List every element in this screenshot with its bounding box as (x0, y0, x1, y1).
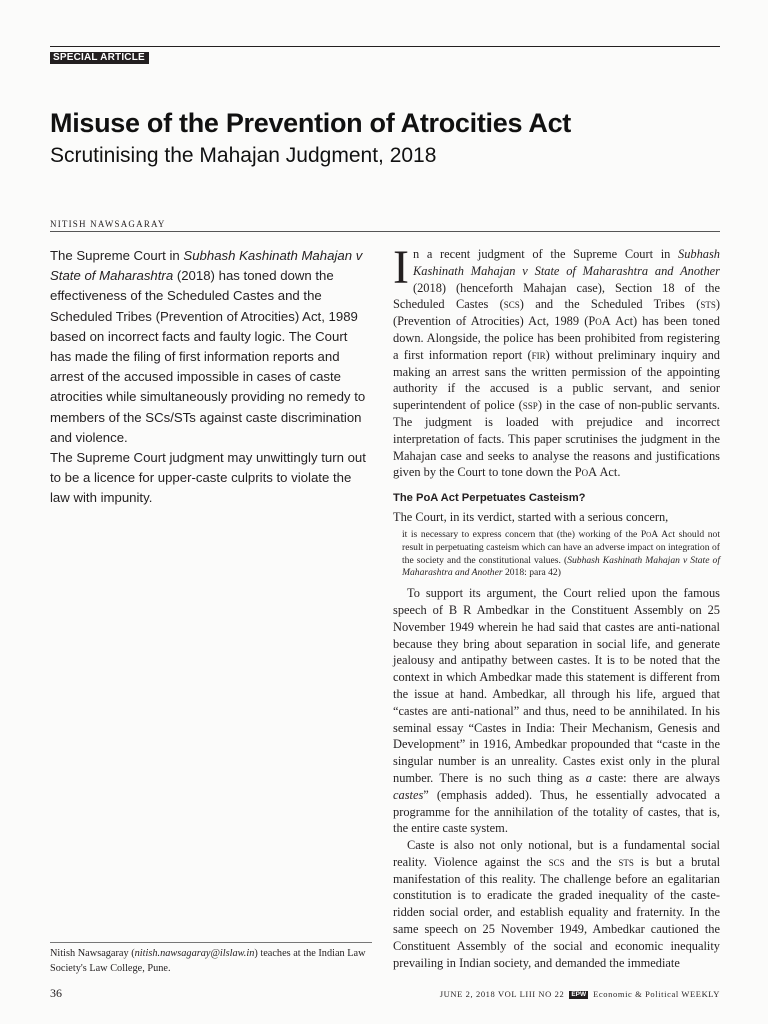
footnote-divider (50, 942, 372, 943)
header-divider (50, 231, 720, 232)
drop-cap: I (393, 241, 409, 294)
page-number: 36 (50, 986, 62, 1000)
section-label (50, 46, 720, 63)
author-footnote: Nitish Nawsagaray (nitish.nawsagaray@ilslaw.in) teaches at the Indian Law Society's Law College, Pune. (50, 942, 372, 976)
article-subtitle: Scrutinising the Mahajan Judgment, 2018 (50, 144, 437, 167)
article-body (393, 241, 721, 971)
abstract-paragraph-1: The Supreme Court in Subhash Kashinath Mahajan v State of Maharashtra (2018) has toned down the effectiveness of the Scheduled Castes and the Scheduled Tribes (Prevention of Atrocities) Act, 1989 based on incorrect facts and faulty logic. The Court has made the filing of first information reports and arrest of the accused impossible in cases of caste atrocities while simultaneously providing no remedy to members of the SCs/STs against caste discrimination and violence. (50, 248, 366, 445)
article-title: Misuse of the Prevention of Atrocities Act (50, 108, 571, 138)
epw-logo: EPW (571, 991, 587, 998)
journal-name: Economic & Political WEEKLY (593, 989, 720, 999)
section-label-text: SPECIAL ARTICLE (50, 52, 149, 64)
journal-footer (440, 988, 720, 1000)
body-paragraph-2: The Court, in its verdict, started with a serious concern, (393, 510, 669, 525)
body-paragraph-4: Caste is also not only notional, but is a fundamental social reality. Violence against the scs and the sts is but a brutal manifestation of this reality. The challenge before an egalitarian constitution is to eradicate the graded inequality of the caste-ridden social order, and establish equality and fraternity. In the same speech on 25 November 1949, Ambedkar cautioned the Constituent Assembly of the social and economic inequality prevailing in Indian society, and demanded the immediate (393, 838, 721, 970)
body-paragraph-3: To support its argument, the Court relied upon the famous speech of B R Ambedkar in the Constituent Assembly on 25 November 1949 wherein he had said that castes are anti-national because they bring about separation in social life, and generate jealousy and antipathy between castes. It is to be noted that the context in which Ambedkar made this statement is different from the issue at hand. Ambedkar, all through his life, argued that “castes are anti-national” and thus, need to be annihilated. In his seminal essay “Castes in India: Their Mechanism, Genesis and Development” in 1916, Ambedkar propounded that “caste in the singular number is an unreality. Castes exist only in the plural number. There is no such thing as a caste: there are always castes” (emphasis added). Thus, he essentially advocated a programme for the annihilation of the totality of castes, that is, the entire caste system. (393, 586, 720, 836)
author-email: nitish.nawsagaray@ilslaw.in (134, 948, 255, 959)
abstract-paragraph-2: The Supreme Court judgment may unwittingly turn out to be a licence for upper-caste culprits to violate the law with impunity. (50, 450, 366, 506)
block-quote: it is necessary to express concern that (the) working of the PoA Act should not result in perpetuating casteism which can have an adverse impact on integration of the society and the constitutional values. (Subhash Kashinath Mahajan v State of Maharashtra and Another 2018: para 42) (402, 528, 721, 579)
section-heading: The PoA Act Perpetuates Casteism? (393, 492, 586, 505)
author-byline: NITISH NAWSAGARAY (50, 219, 166, 229)
abstract (50, 246, 372, 509)
issue-info: JUNE 2, 2018 VOL LIII NO 22 (439, 989, 565, 999)
body-paragraph-1: In a recent judgment of the Supreme Court in Subhash Kashinath Mahajan v State of Maharashtra and Another (2018) (henceforth Mahajan case), Section 18 of the Scheduled Castes (scs) and the Scheduled Tribes (sts) (Prevention of Atrocities) Act, 1989 (PoA Act) has been toned down. Alongside, the police has been prohibited from registering a first information report (fir) without preliminary inquiry and making an arrest sans the written permission of the appointing authority if the accused is a public servant, and senior superintendent of police (ssp) in the case of non-public servants. The judgment is loaded with prejudice and incorrect interpretation of facts. This paper scrutinises the judgment in the Mahajan case and seeks to analyse the reasons and justifications given by the Court to tone down the PoA Act. (393, 241, 720, 480)
